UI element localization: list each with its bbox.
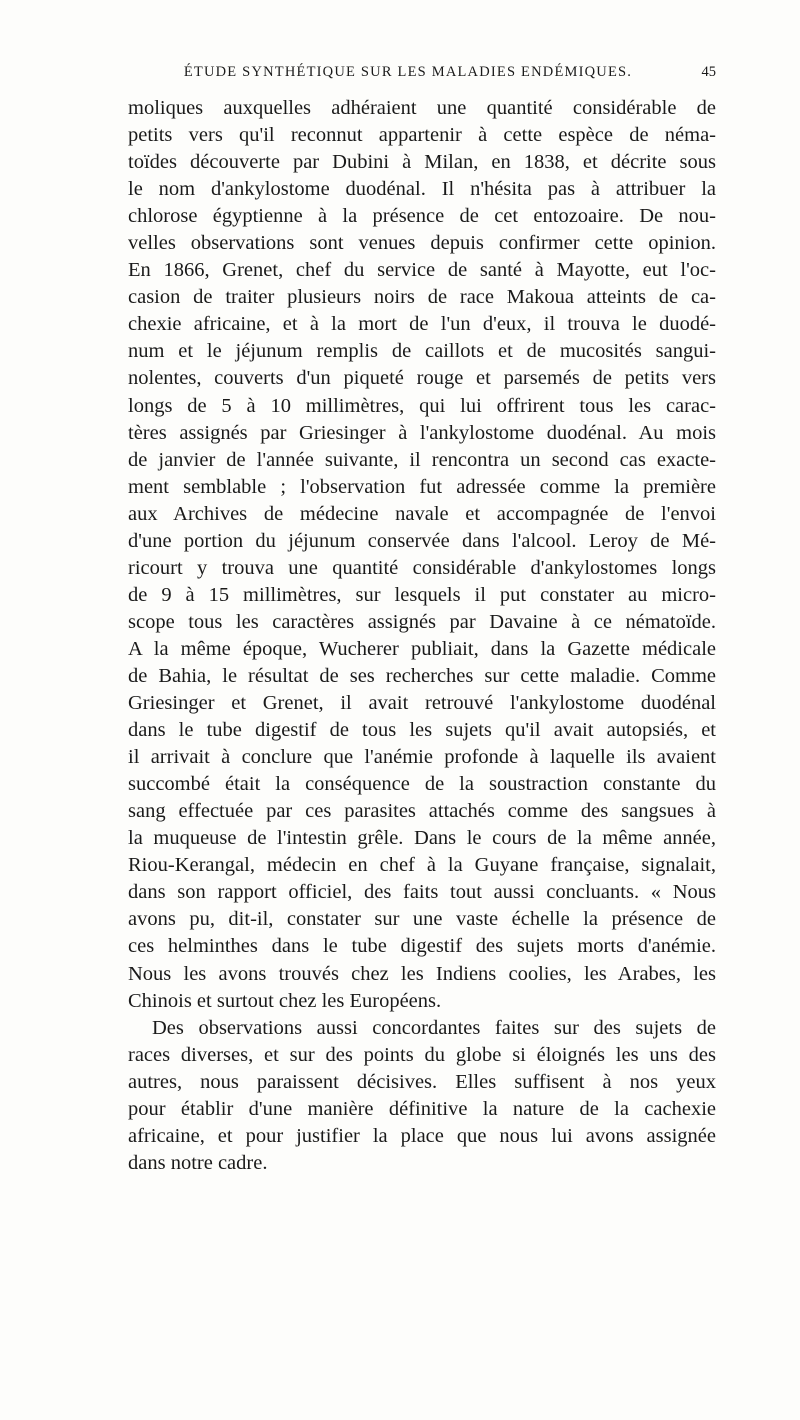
text-line: succombé était la conséquence de la soustraction constante du <box>128 773 716 796</box>
text-line: nolentes, couverts d'un piqueté rouge et parsemés de petits vers <box>128 367 716 390</box>
text-line: dans le tube digestif de tous les sujets qu'il avait autopsiés, et <box>128 719 716 742</box>
text-line: le nom d'ankylostome duodénal. Il n'hésita pas à attribuer la <box>128 178 716 201</box>
running-head <box>128 64 716 88</box>
text-line: avons pu, dit-il, constater sur une vaste échelle la présence de <box>128 908 716 931</box>
text-line: ricourt y trouva une quantité considérable d'ankylostomes longs <box>128 556 716 579</box>
text-line: d'une portion du jéjunum conservée dans l'alcool. Leroy de Mé- <box>128 529 716 552</box>
text-line: casion de traiter plusieurs noirs de race Makoua atteints de ca- <box>128 286 716 309</box>
text-line: dans notre cadre. <box>128 1151 268 1174</box>
text-line: de 9 à 15 millimètres, sur lesquels il put constater au micro- <box>128 583 716 606</box>
text-line: la muqueuse de l'intestin grêle. Dans le cours de la même année, <box>128 827 716 850</box>
text-line: de janvier de l'année suivante, il rencontra un second cas exacte- <box>128 448 716 471</box>
text-line: races diverses, et sur des points du globe si éloignés les uns des <box>128 1043 716 1066</box>
text-line: En 1866, Grenet, chef du service de santé à Mayotte, eut l'oc- <box>128 259 716 282</box>
text-line: A la même époque, Wucherer publiait, dans la Gazette médicale <box>128 637 716 660</box>
text-line: Griesinger et Grenet, il avait retrouvé l'ankylostome duodénal <box>128 692 716 715</box>
body-text <box>128 95 716 1177</box>
text-line: tères assignés par Griesinger à l'ankylostome duodénal. Au mois <box>128 421 716 444</box>
text-line: Nous les avons trouvés chez les Indiens coolies, les Arabes, les <box>128 962 716 985</box>
text-line: toïdes découverte par Dubini à Milan, en 1838, et décrite sous <box>128 151 716 174</box>
text-line: longs de 5 à 10 millimètres, qui lui offrirent tous les carac- <box>128 394 716 417</box>
text-line: dans son rapport officiel, des faits tout aussi concluants. « Nous <box>128 881 716 904</box>
text-line: scope tous les caractères assignés par Davaine à ce nématoïde. <box>128 610 716 633</box>
paragraph-2 <box>128 1015 716 1177</box>
text-line: chlorose égyptienne à la présence de cet entozoaire. De nou- <box>128 205 716 228</box>
text-line: il arrivait à conclure que l'anémie profonde à laquelle ils avaient <box>128 746 716 769</box>
text-line: velles observations sont venues depuis confirmer cette opinion. <box>128 232 716 255</box>
paragraph-1 <box>128 95 716 1015</box>
text-line: Riou-Kerangal, médecin en chef à la Guyane française, signalait, <box>128 854 716 877</box>
text-line: autres, nous paraissent décisives. Elles suffisent à nos yeux <box>128 1070 716 1093</box>
text-line: de Bahia, le résultat de ses recherches sur cette maladie. Comme <box>128 664 716 687</box>
text-line: ces helminthes dans le tube digestif des sujets morts d'anémie. <box>128 935 716 958</box>
text-line: num et le jéjunum remplis de caillots et de mucosités sangui- <box>128 340 716 363</box>
text-line: pour établir d'une manière définitive la nature de la cachexie <box>128 1097 716 1120</box>
text-line: aux Archives de médecine navale et accompagnée de l'envoi <box>128 502 716 525</box>
text-line: Chinois et surtout chez les Européens. <box>128 989 442 1012</box>
text-line: moliques auxquelles adhéraient une quantité considérable de <box>128 97 716 119</box>
text-line: ment semblable ; l'observation fut adressée comme la première <box>128 475 716 498</box>
text-line: africaine, et pour justifier la place que nous lui avons assignée <box>128 1124 716 1147</box>
page-number: 45 <box>701 64 716 80</box>
text-line: petits vers qu'il reconnut appartenir à cette espèce de néma- <box>128 124 716 147</box>
running-title: ÉTUDE SYNTHÉTIQUE SUR LES MALADIES ENDÉMIQUES. <box>183 64 633 80</box>
text-line: sang effectuée par ces parasites attachés comme des sangsues à <box>128 800 716 823</box>
text-line: Des observations aussi concordantes faites sur des sujets de <box>152 1016 716 1039</box>
text-line: chexie africaine, et à la mort de l'un d'eux, il trouva le duodé- <box>128 313 716 336</box>
